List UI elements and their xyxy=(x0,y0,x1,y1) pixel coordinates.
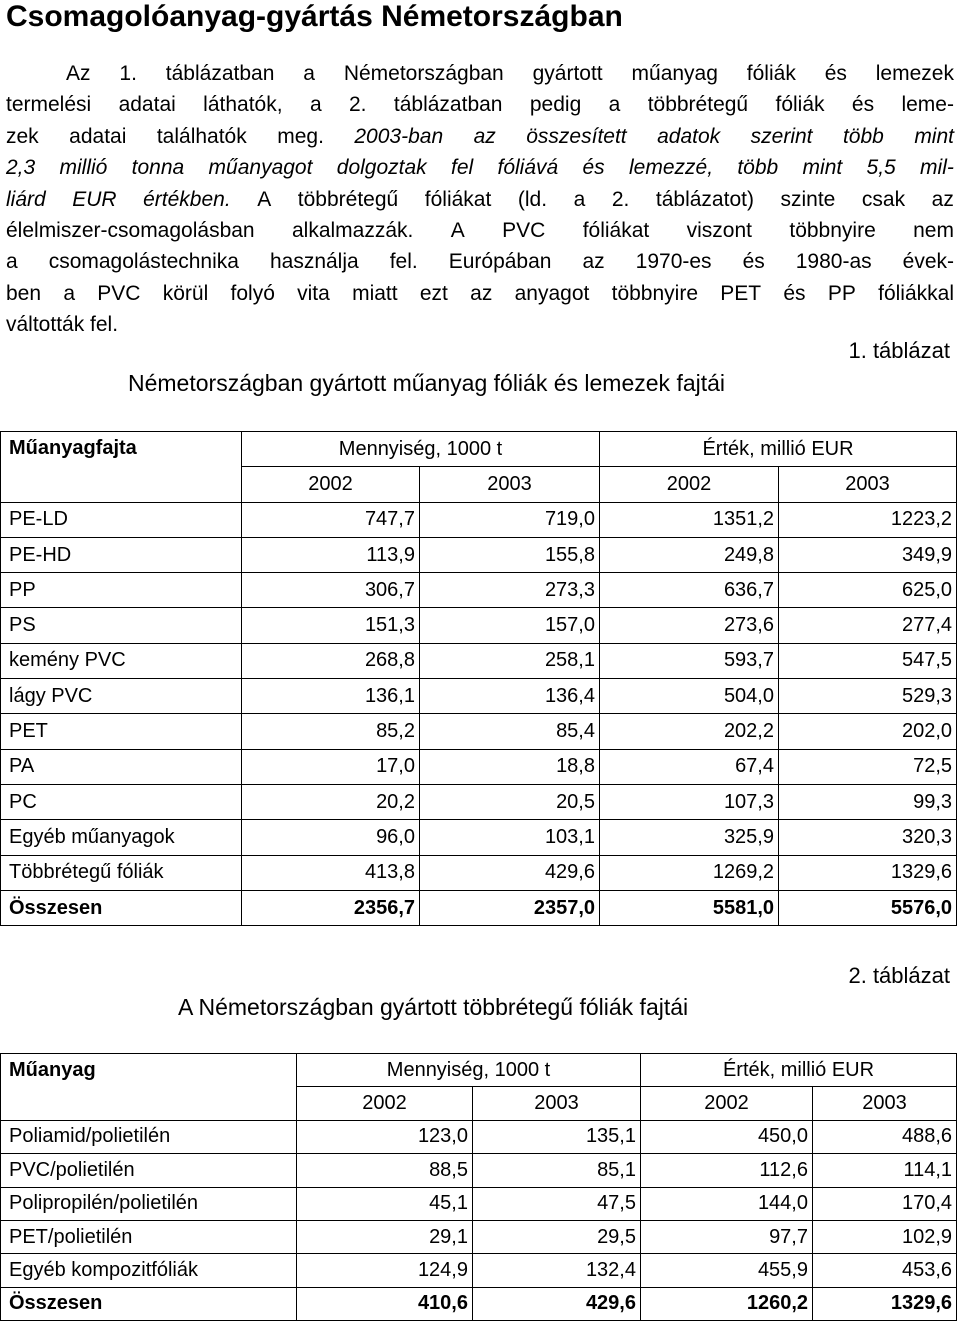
intro-word: viszont xyxy=(686,218,752,242)
intro-word: láthatók, xyxy=(203,93,283,117)
table2-value-cell: 450,0 xyxy=(641,1120,813,1153)
table1-total-row xyxy=(1,890,957,925)
intro-word: 1970-es xyxy=(635,250,712,274)
intro-word: A xyxy=(450,218,465,242)
intro-word: adatai xyxy=(69,124,127,148)
intro-word: lemezek xyxy=(875,62,954,85)
table2-value-cell: 123,0 xyxy=(297,1120,473,1153)
table2-value-cell: 88,5 xyxy=(297,1154,473,1187)
table1-year-cell: 2003 xyxy=(779,467,957,502)
table2-value-cell: 455,9 xyxy=(641,1254,813,1287)
table1-row xyxy=(1,537,957,572)
intro-line-3 xyxy=(6,121,954,152)
table2-total-row xyxy=(1,1287,957,1320)
table2-value-cell: 135,1 xyxy=(473,1120,641,1153)
intro-word: élelmiszer-csomagolásban xyxy=(6,218,255,242)
intro-line-2 xyxy=(6,89,954,120)
table1-row xyxy=(1,749,957,784)
table1-value-cell: 747,7 xyxy=(242,502,420,537)
table1-value-cell: 85,2 xyxy=(242,714,420,749)
intro-word: többnyire xyxy=(789,218,876,242)
table1-value-cell: 67,4 xyxy=(600,749,779,784)
intro-word: fel. xyxy=(389,250,418,274)
intro-word: ben xyxy=(6,281,42,305)
table2-value-cell: 47,5 xyxy=(473,1187,641,1220)
intro-word: a xyxy=(63,281,75,305)
table1-header-quantity: Mennyiség, 1000 t xyxy=(242,432,600,467)
table2-value-cell: 45,1 xyxy=(297,1187,473,1220)
intro-word: évek- xyxy=(902,250,954,274)
intro-word: adatai xyxy=(118,93,176,117)
intro-word: mint xyxy=(914,124,954,148)
table1-value-cell: 202,2 xyxy=(600,714,779,749)
intro-word: mil- xyxy=(920,156,954,180)
table1-value-cell: 504,0 xyxy=(600,679,779,714)
table1-value-cell: 277,4 xyxy=(779,608,957,643)
intro-word: és xyxy=(582,156,605,180)
intro-word: 2. xyxy=(349,93,367,117)
intro-word: és xyxy=(783,281,806,305)
table2-value-cell: 124,9 xyxy=(297,1254,473,1287)
table1-value-cell: 20,5 xyxy=(420,784,600,819)
table2-row xyxy=(1,1120,957,1153)
table2-value-cell: 29,5 xyxy=(473,1220,641,1253)
intro-word: nem xyxy=(913,218,954,242)
intro-word: fóliák xyxy=(746,62,796,85)
table2-value-cell: 1329,6 xyxy=(813,1287,957,1320)
intro-word: folyó xyxy=(230,281,275,305)
table1-material-cell: PA xyxy=(1,749,242,784)
table1-value-cell: 547,5 xyxy=(779,643,957,678)
table1-row xyxy=(1,820,957,855)
intro-line-7 xyxy=(6,246,954,277)
table2-material-cell: Poliamid/polietilén xyxy=(1,1120,297,1153)
intro-word: meg. xyxy=(277,124,324,148)
table1-value-cell: 625,0 xyxy=(779,573,957,608)
table1-material-cell: PC xyxy=(1,784,242,819)
intro-word: A xyxy=(257,187,272,211)
intro-word: anyagot xyxy=(514,281,590,305)
table1-value-cell: 2356,7 xyxy=(242,890,420,925)
intro-word: és xyxy=(742,250,765,274)
intro-word: táblázatban xyxy=(165,62,275,85)
intro-line-1 xyxy=(6,58,954,89)
table1-header-row xyxy=(1,432,957,467)
intro-word: PET xyxy=(720,281,762,305)
intro-word: a xyxy=(608,93,621,117)
table2-row xyxy=(1,1154,957,1187)
intro-word: az xyxy=(582,250,605,274)
table1-value-cell: 1223,2 xyxy=(779,502,957,537)
table1-value-cell: 273,6 xyxy=(600,608,779,643)
table2-material-cell: Polipropilén/polietilén xyxy=(1,1187,297,1220)
table2-header-value: Érték, millió EUR xyxy=(641,1054,957,1087)
intro-word: zek xyxy=(6,124,39,148)
intro-word: csak xyxy=(861,187,906,211)
table1-material-cell: kemény PVC xyxy=(1,643,242,678)
table1-value-cell: 2357,0 xyxy=(420,890,600,925)
table1-material-cell: lágy PVC xyxy=(1,679,242,714)
table1-value-cell: 113,9 xyxy=(242,537,420,572)
table2-row xyxy=(1,1187,957,1220)
intro-word: ezt xyxy=(419,281,448,305)
table1-value-cell: 258,1 xyxy=(420,643,600,678)
table1-row xyxy=(1,714,957,749)
table1-value-cell: 1329,6 xyxy=(779,855,957,890)
table1-material-cell: Egyéb műanyagok xyxy=(1,820,242,855)
table1-material-cell: PS xyxy=(1,608,242,643)
table1-value-cell: 96,0 xyxy=(242,820,420,855)
intro-word: millió xyxy=(59,156,108,180)
intro-word: és xyxy=(851,93,875,117)
table1-value-cell: 1351,2 xyxy=(600,502,779,537)
table1-value-cell: 18,8 xyxy=(420,749,600,784)
intro-word: leme- xyxy=(901,93,954,117)
table1-value-cell: 529,3 xyxy=(779,679,957,714)
table1-value-cell: 157,0 xyxy=(420,608,600,643)
intro-word: miatt xyxy=(352,281,398,305)
intro-word: táblázatban xyxy=(393,93,503,117)
table1-material-cell: Többrétegű fóliák xyxy=(1,855,242,890)
table1-row xyxy=(1,608,957,643)
table2-year-cell: 2002 xyxy=(297,1087,473,1120)
intro-word: PVC xyxy=(97,281,141,305)
intro-word: csomagolástechnika xyxy=(48,250,239,274)
intro-word: több xyxy=(842,124,884,148)
table2-material-cell: Összesen xyxy=(1,1287,297,1320)
intro-word: többrétegű xyxy=(647,93,749,117)
table1-value-cell: 413,8 xyxy=(242,855,420,890)
table1-row xyxy=(1,643,957,678)
intro-line-9-text: váltották fel. xyxy=(6,313,119,337)
table2-value-cell: 85,1 xyxy=(473,1154,641,1187)
table1-material-cell: PE-LD xyxy=(1,502,242,537)
intro-word: az xyxy=(931,187,954,211)
table1-value-cell: 5581,0 xyxy=(600,890,779,925)
table1-year-cell: 2003 xyxy=(420,467,600,502)
intro-word: alkalmazzák. xyxy=(291,218,414,242)
intro-paragraph xyxy=(6,58,954,341)
intro-word: EUR xyxy=(72,187,117,211)
table1-value-cell: 325,9 xyxy=(600,820,779,855)
intro-word: az xyxy=(470,281,493,305)
intro-word: PVC xyxy=(502,218,546,242)
intro-word: a xyxy=(6,250,18,274)
intro-word: (ld. xyxy=(517,187,548,211)
table2-year-cell: 2003 xyxy=(813,1087,957,1120)
table2-value-cell: 1260,2 xyxy=(641,1287,813,1320)
table2-year-cell: 2002 xyxy=(641,1087,813,1120)
table1-year-cell: 2002 xyxy=(600,467,779,502)
intro-word: fel xyxy=(450,156,474,180)
table2-value-cell: 488,6 xyxy=(813,1120,957,1153)
table2-header-row xyxy=(1,1054,957,1087)
intro-word: a xyxy=(309,93,322,117)
table1-value-cell: 273,3 xyxy=(420,573,600,608)
intro-word: Európában xyxy=(448,250,552,274)
table1-value-cell: 320,3 xyxy=(779,820,957,855)
intro-word: fóliák xyxy=(775,93,825,117)
table1-value-cell: 155,8 xyxy=(420,537,600,572)
table2-value-cell: 112,6 xyxy=(641,1154,813,1187)
intro-word: Németországban xyxy=(343,62,504,85)
table1-value-cell: 136,1 xyxy=(242,679,420,714)
table2-value-cell: 144,0 xyxy=(641,1187,813,1220)
table2-value-cell: 410,6 xyxy=(297,1287,473,1320)
table1-value-cell: 17,0 xyxy=(242,749,420,784)
intro-word: vita xyxy=(297,281,330,305)
intro-line-8 xyxy=(6,278,954,309)
intro-word: lemezzé, xyxy=(629,156,714,180)
table2-material-cell: PET/polietilén xyxy=(1,1220,297,1253)
intro-word: többnyire xyxy=(611,281,698,305)
intro-word: fóliává xyxy=(497,156,559,180)
table2-value-cell: 453,6 xyxy=(813,1254,957,1287)
table1-value-cell: 136,4 xyxy=(420,679,600,714)
table1-row xyxy=(1,679,957,714)
intro-word: a xyxy=(303,62,315,85)
intro-word: 1980-as xyxy=(795,250,872,274)
table1-material-cell: PE-HD xyxy=(1,537,242,572)
table1-value-cell: 429,6 xyxy=(420,855,600,890)
table2-value-cell: 170,4 xyxy=(813,1187,957,1220)
intro-word: táblázatot) xyxy=(655,187,754,211)
intro-word: 5,5 xyxy=(866,156,896,180)
intro-word: 2. xyxy=(611,187,630,211)
intro-line-6 xyxy=(6,215,954,246)
table2-value-cell: 114,1 xyxy=(813,1154,957,1187)
intro-word: fóliákkal xyxy=(878,281,954,305)
table1-value-cell: 202,0 xyxy=(779,714,957,749)
intro-line-4 xyxy=(6,152,954,183)
table1-row xyxy=(1,573,957,608)
intro-word: több xyxy=(737,156,779,180)
table1-value-cell: 268,8 xyxy=(242,643,420,678)
table1-material-cell: PET xyxy=(1,714,242,749)
table1-value-cell: 349,9 xyxy=(779,537,957,572)
intro-word: körül xyxy=(162,281,209,305)
intro-word: adatok xyxy=(657,124,721,148)
table1-caption: Németországban gyártott műanyag fóliák és lemezek fajtái xyxy=(128,370,726,396)
table1-value-cell: 1269,2 xyxy=(600,855,779,890)
intro-word: tonna xyxy=(131,156,185,180)
table1-value-cell: 151,3 xyxy=(242,608,420,643)
table1-value-cell: 103,1 xyxy=(420,820,600,855)
intro-word: használja xyxy=(269,250,359,274)
table2-caption: A Németországban gyártott többrétegű fóliák fajtái xyxy=(178,994,689,1020)
intro-word: többrétegű xyxy=(297,187,399,211)
table1-row xyxy=(1,784,957,819)
table1-value-cell: 5576,0 xyxy=(779,890,957,925)
table2-header-material: Műanyag xyxy=(1,1054,297,1121)
table1-value-cell: 593,7 xyxy=(600,643,779,678)
table1-value-cell: 306,7 xyxy=(242,573,420,608)
intro-word: műanyagot xyxy=(208,156,313,180)
table2-material-cell: Egyéb kompozitfóliák xyxy=(1,1254,297,1287)
intro-word: termelési xyxy=(6,93,92,117)
table2-year-cell: 2003 xyxy=(473,1087,641,1120)
intro-word: pedig xyxy=(529,93,582,117)
table1-material-cell: PP xyxy=(1,573,242,608)
table1-value-cell: 85,4 xyxy=(420,714,600,749)
intro-word: műanyag xyxy=(631,62,718,85)
intro-word: értékben. xyxy=(143,187,231,211)
table1-value-cell: 107,3 xyxy=(600,784,779,819)
table2-number: 2. táblázat xyxy=(848,963,950,988)
table2 xyxy=(0,1053,957,1321)
intro-word: az xyxy=(473,124,496,148)
intro-word: PP xyxy=(827,281,856,305)
table1-row xyxy=(1,502,957,537)
intro-word: szinte xyxy=(780,187,836,211)
table2-value-cell: 429,6 xyxy=(473,1287,641,1320)
table2-material-cell: PVC/polietilén xyxy=(1,1154,297,1187)
intro-line-9 xyxy=(6,309,954,340)
intro-word: 2,3 xyxy=(6,156,36,180)
table1-value-cell: 249,8 xyxy=(600,537,779,572)
table1-value-cell: 99,3 xyxy=(779,784,957,819)
intro-word: mint xyxy=(802,156,843,180)
table2-row xyxy=(1,1220,957,1253)
intro-line-5 xyxy=(6,184,954,215)
intro-word: liárd xyxy=(6,187,46,211)
table2-value-cell: 29,1 xyxy=(297,1220,473,1253)
table1-header-value: Érték, millió EUR xyxy=(600,432,957,467)
document-title: Csomagolóanyag-gyártás Németországban xyxy=(6,0,623,33)
table2-value-cell: 102,9 xyxy=(813,1220,957,1253)
intro-word: a xyxy=(573,187,586,211)
table1-value-cell: 72,5 xyxy=(779,749,957,784)
table1-number: 1. táblázat xyxy=(848,338,950,363)
table2-row xyxy=(1,1254,957,1287)
intro-word: Az xyxy=(66,62,91,85)
intro-word: 1. xyxy=(119,62,137,85)
table1-value-cell: 636,7 xyxy=(600,573,779,608)
intro-word: fóliákat xyxy=(582,218,650,242)
table1 xyxy=(0,431,957,926)
table2-header-quantity: Mennyiség, 1000 t xyxy=(297,1054,641,1087)
table2-value-cell: 132,4 xyxy=(473,1254,641,1287)
table2-value-cell: 97,7 xyxy=(641,1220,813,1253)
intro-word: dolgoztak xyxy=(336,156,427,180)
intro-word: találhatók xyxy=(156,124,247,148)
intro-word: 2003-ban xyxy=(354,124,444,148)
intro-word: fóliákat xyxy=(424,187,492,211)
table1-year-cell: 2002 xyxy=(242,467,420,502)
intro-word: összesített xyxy=(526,124,627,148)
table1-value-cell: 20,2 xyxy=(242,784,420,819)
table1-value-cell: 719,0 xyxy=(420,502,600,537)
table1-header-material: Műanyagfajta xyxy=(1,432,242,503)
intro-word: szerint xyxy=(750,124,813,148)
intro-word: gyártott xyxy=(532,62,603,85)
table1-row xyxy=(1,855,957,890)
table1-material-cell: Összesen xyxy=(1,890,242,925)
intro-word: és xyxy=(824,62,847,85)
